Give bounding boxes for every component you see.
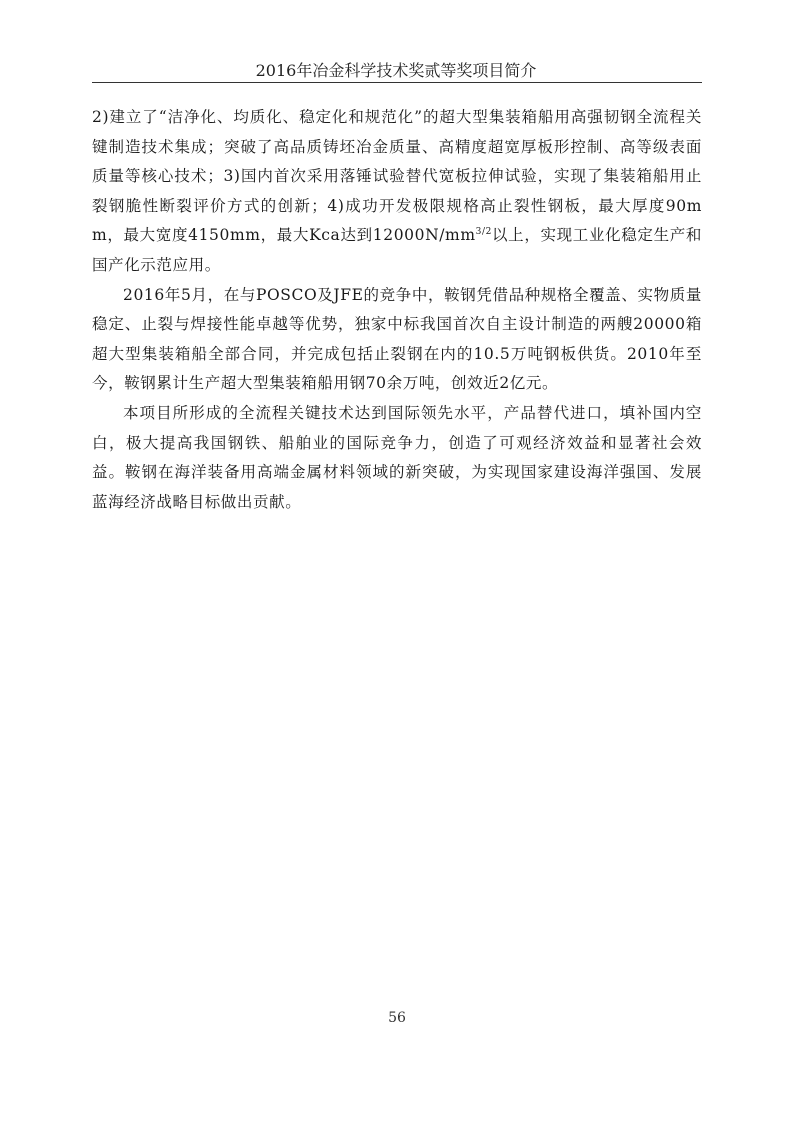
- paragraph-innovations: [92, 103, 702, 281]
- paragraph-market-results: 2016年5月，在与POSCO及JFE的竞争中，鞍钢凭借品种规格全覆盖、实物质量稳定、止裂与焊接性能卓越等优势，独家中标我国首次自主设计制造的两艘20000箱超大型集装箱船全部合同，并完成包括止裂钢在内的10.5万吨钢板供货。2010年至今，鞍钢累计生产超大型集装箱船用钢70余万吨，创效近2亿元。: [92, 285, 702, 393]
- document-body: [92, 103, 702, 517]
- page-header-title: 2016年冶金科学技术奖贰等奖项目简介: [255, 61, 537, 80]
- page-number: 56: [388, 1010, 406, 1026]
- header-divider: [92, 82, 702, 83]
- paragraph-innovations-text: 2)建立了“洁净化、均质化、稳定化和规范化”的超大型集装箱船用高强韧钢全流程关键制造技术集成；突破了高品质铸坯冶金质量、高精度超宽厚板形控制、高等级表面质量等核心技术；3)国内首次采用落锤试验替代宽板拉伸试验，实现了集装箱船用止裂钢脆性断裂评价方式的创新；4)成功开发极限规格高止裂性钢板，最大厚度90mm，最大宽度4150mm，最大Kca达到12000N/mm: [92, 108, 702, 245]
- unit-exponent: 3/2: [475, 227, 492, 238]
- paragraph-innovations-tail: 以上，实现工业化稳定生产和国产化示范应用。: [92, 226, 702, 274]
- paragraph-significance: 本项目所形成的全流程关键技术达到国际领先水平，产品替代进口，填补国内空白，极大提高我国钢铁、船舶业的国际竞争力，创造了可观经济效益和显著社会效益。鞍钢在海洋装备用高端金属材料领域的新突破，为实现国家建设海洋强国、发展蓝海经济战略目标做出贡献。: [92, 403, 702, 511]
